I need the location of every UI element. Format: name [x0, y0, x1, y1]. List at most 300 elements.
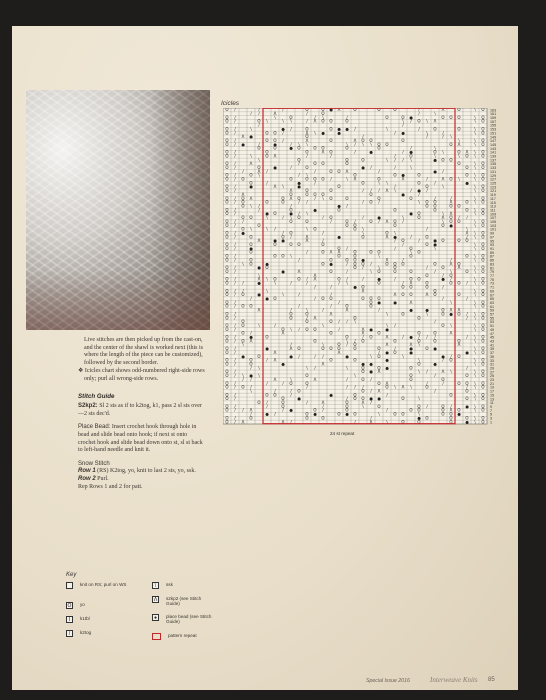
chart-stitch-symbol: O	[353, 357, 357, 363]
chart-stitch-symbol: O	[225, 276, 229, 282]
chart-stitch-symbol: O	[321, 249, 325, 255]
chart-stitch-symbol: ●	[433, 361, 437, 367]
chart-stitch-symbol: O	[401, 114, 405, 120]
chart-stitch-symbol: /	[274, 226, 276, 232]
row-number-label: 59	[490, 308, 495, 313]
chart-stitch-symbol: O	[249, 249, 253, 255]
chart-stitch-symbol: /	[290, 392, 292, 398]
row-number-label: 137	[490, 158, 497, 163]
chart-stitch-symbol: O	[401, 396, 405, 402]
chart-stitch-symbol: /	[434, 334, 436, 340]
chart-stitch-symbol: \	[322, 114, 324, 120]
chart-stitch-symbol: O	[481, 211, 485, 217]
chart-stitch-symbol: ●	[369, 369, 373, 375]
chart-stitch-symbol: O	[481, 396, 485, 402]
chart-stitch-symbol: /	[354, 126, 356, 132]
chart-stitch-symbol: /	[466, 311, 468, 317]
chart-stitch-symbol: O	[465, 172, 469, 178]
chart-stitch-symbol: O	[481, 141, 485, 147]
row-number-label: 9	[490, 405, 493, 410]
chart-stitch-symbol: \	[314, 130, 316, 136]
chart-stitch-symbol: O	[481, 207, 485, 213]
chart-stitch-symbol: /	[234, 126, 236, 132]
chart-stitch-symbol: \	[362, 403, 364, 409]
chart-stitch-symbol: O	[241, 303, 245, 309]
chart-stitch-symbol: /	[234, 373, 236, 379]
chart-stitch-symbol: ●	[441, 353, 445, 359]
chart-stitch-symbol: /	[442, 168, 444, 174]
chart-stitch-symbol: O	[297, 157, 301, 163]
chart-stitch-symbol: O	[465, 380, 469, 386]
chart-stitch-symbol: \	[258, 272, 260, 278]
chart-stitch-symbol: /	[466, 295, 468, 301]
chart-stitch-symbol: /	[290, 307, 292, 313]
chart-stitch-symbol: \	[290, 253, 292, 259]
chart-stitch-symbol: \	[426, 311, 428, 317]
chart-stitch-symbol: \	[474, 222, 476, 228]
chart-stitch-symbol: O	[361, 376, 365, 382]
chart-stitch-symbol: \	[474, 338, 476, 344]
row-number-label: 141	[490, 150, 497, 155]
key-item-knit	[66, 582, 130, 589]
chart-stitch-symbol: /	[234, 288, 236, 294]
chart-stitch-symbol: O	[481, 299, 485, 305]
chart-stitch-symbol: O	[481, 218, 485, 224]
chart-stitch-symbol: \	[386, 311, 388, 317]
chart-stitch-symbol: /	[306, 249, 308, 255]
chart-stitch-symbol: \	[306, 141, 308, 147]
chart-stitch-symbol: O	[297, 388, 301, 394]
chart-stitch-symbol: /	[370, 188, 372, 194]
chart-stitch-symbol: ●	[241, 353, 245, 359]
chart-stitch-symbol: /	[282, 215, 284, 221]
row-2-term: Row 2	[78, 475, 96, 482]
chart-stitch-symbol: O	[385, 261, 389, 267]
chart-stitch-symbol: O	[345, 400, 349, 406]
chart-stitch-symbol: O	[273, 253, 277, 259]
row-number-label: 127	[490, 177, 497, 182]
chart-stitch-symbol: O	[265, 149, 269, 155]
chart-stitch-symbol: \	[474, 349, 476, 355]
row-number-label: 15	[490, 393, 495, 398]
chart-stitch-symbol: ●	[409, 349, 413, 355]
chart-stitch-symbol: \	[474, 188, 476, 194]
chart-stitch-symbol: \	[290, 118, 292, 124]
chart-stitch-symbol: /	[362, 276, 364, 282]
chart-stitch-symbol: O	[281, 199, 285, 205]
chart-stitch-symbol: \	[410, 384, 412, 390]
chart-stitch-symbol: \	[474, 288, 476, 294]
chart-stitch-symbol: /	[306, 315, 308, 321]
chart-stitch-symbol: ●	[433, 242, 437, 248]
chart-stitch-symbol: O	[313, 226, 317, 232]
row-number-label: 133	[490, 166, 497, 171]
chart-stitch-symbol: /	[346, 342, 348, 348]
chart-stitch-symbol: ●	[297, 180, 301, 186]
chart-stitch-symbol: ●	[281, 269, 285, 275]
chart-stitch-symbol: O	[225, 242, 229, 248]
magazine-page	[12, 26, 518, 690]
chart-stitch-symbol: O	[369, 199, 373, 205]
stitch-guide-title: Stitch Guide	[78, 392, 115, 400]
chart-stitch-symbol: /	[394, 130, 396, 136]
row-number-label: 53	[490, 320, 495, 325]
chart-stitch-symbol: O	[305, 326, 309, 332]
chart-stitch-symbol: \	[474, 265, 476, 271]
chart-stitch-symbol: O	[353, 342, 357, 348]
chart-stitch-symbol: ●	[257, 265, 261, 271]
chart-stitch-symbol: O	[329, 168, 333, 174]
chart-stitch-symbol: Λ	[329, 249, 333, 255]
chart-stitch-symbol: O	[433, 338, 437, 344]
chart-stitch-symbol: O	[225, 396, 229, 402]
chart-stitch-symbol: \	[290, 376, 292, 382]
footer-magazine: Interweave Knits	[430, 676, 478, 684]
row-number-label: 107	[490, 216, 497, 221]
chart-stitch-symbol: \	[474, 242, 476, 248]
row-number-label: 3	[490, 416, 493, 421]
chart-stitch-symbol: /	[234, 326, 236, 332]
row-number-label: 33	[490, 358, 495, 363]
chart-stitch-symbol: /	[402, 334, 404, 340]
chart-stitch-symbol: /	[242, 168, 244, 174]
chart-stitch-symbol: O	[249, 415, 253, 421]
row-number-label: 63	[490, 300, 495, 305]
chart-stitch-symbol: O	[369, 191, 373, 197]
chart-stitch-symbol: O	[449, 176, 453, 182]
chart-stitch-symbol: O	[297, 242, 301, 248]
chart-stitch-symbol: O	[369, 295, 373, 301]
chart-stitch-symbol: /	[402, 242, 404, 248]
chart-stitch-symbol: /	[234, 292, 236, 298]
chart-title: Icicles	[221, 100, 240, 107]
chart-stitch-symbol: Λ	[241, 419, 245, 425]
chart-stitch-symbol: O	[481, 130, 485, 136]
chart-stitch-symbol: Λ	[321, 400, 325, 406]
chart-stitch-symbol: /	[290, 141, 292, 147]
chart-stitch-symbol: O	[289, 114, 293, 120]
chart-stitch-symbol: O	[481, 230, 485, 236]
chart-stitch-symbol: O	[361, 180, 365, 186]
knit-symbol	[66, 582, 73, 589]
chart-stitch-symbol: ●	[241, 141, 245, 147]
chart-stitch-symbol: ●	[409, 334, 413, 340]
chart-stitch-symbol: /	[418, 238, 420, 244]
chart-stitch-symbol: \	[322, 342, 324, 348]
key-item-bead	[152, 614, 216, 625]
chart-stitch-symbol: ●	[345, 353, 349, 359]
chart-stitch-symbol: O	[377, 145, 381, 151]
chart-stitch-symbol: O	[305, 415, 309, 421]
chart-stitch-symbol: ●	[265, 346, 269, 352]
chart-stitch-symbol: /	[266, 400, 268, 406]
chart-stitch-symbol: /	[466, 315, 468, 321]
row-number-label: 119	[490, 193, 496, 198]
chart-stitch-symbol: O	[377, 403, 381, 409]
chart-stitch-symbol: /	[234, 419, 236, 425]
chart-stitch-symbol: ●	[465, 403, 469, 409]
chart-stitch-symbol: ●	[417, 415, 421, 421]
chart-stitch-symbol: O	[305, 126, 309, 132]
row-number-label: 121	[490, 189, 497, 194]
chart-stitch-symbol: /	[442, 134, 444, 140]
chart-stitch-symbol: /	[434, 388, 436, 394]
row-number-label: 105	[490, 220, 497, 225]
row-number-label: 7	[490, 408, 493, 413]
chart-stitch-symbol: \	[474, 384, 476, 390]
chart-stitch-symbol: O	[449, 357, 453, 363]
chart-stitch-symbol: ●	[433, 157, 437, 163]
chart-stitch-symbol: O	[241, 195, 245, 201]
chart-stitch-symbol: O	[345, 334, 349, 340]
chart-stitch-symbol: Λ	[425, 292, 429, 298]
chart-stitch-symbol: ●	[329, 392, 333, 398]
chart-stitch-symbol: ●	[329, 261, 333, 267]
chart-stitch-symbol: O	[337, 276, 341, 282]
chart-stitch-symbol: Λ	[449, 330, 453, 336]
chart-stitch-symbol: O	[409, 376, 413, 382]
chart-stitch-symbol: O	[321, 191, 325, 197]
chart-stitch-symbol: /	[298, 161, 300, 167]
chart-stitch-symbol: \	[362, 141, 364, 147]
chart-stitch-symbol: /	[234, 257, 236, 263]
chart-stitch-symbol: /	[362, 334, 364, 340]
intro-paragraph: Live stitches are then picked up from the cast-on, and the center of the shawl is worked next (this is where the length of the piece can be customized), followed by the second border.	[84, 337, 203, 366]
chart-stitch-symbol: O	[369, 334, 373, 340]
chart-stitch-symbol: /	[370, 400, 372, 406]
chart-stitch-symbol: /	[346, 376, 348, 382]
chart-stitch-symbol: Λ	[273, 349, 277, 355]
chart-stitch-symbol: \	[474, 149, 476, 155]
chart-stitch-symbol: O	[449, 218, 453, 224]
chart-stitch-symbol: O	[361, 261, 365, 267]
chart-stitch-symbol: O	[337, 346, 341, 352]
chart-stitch-symbol: O	[249, 361, 253, 367]
chart-stitch-symbol: ●	[257, 292, 261, 298]
chart-stitch-symbol: ●	[385, 349, 389, 355]
chart-stitch-symbol: /	[234, 176, 236, 182]
chart-stitch-symbol: O	[481, 118, 485, 124]
chart-stitch-symbol: O	[225, 269, 229, 275]
chart-stitch-symbol: O	[425, 272, 429, 278]
chart-stitch-symbol: Λ	[457, 307, 461, 313]
chart-stitch-symbol: O	[417, 215, 421, 221]
chart-stitch-symbol: Λ	[401, 384, 405, 390]
chart-stitch-symbol: /	[394, 238, 396, 244]
chart-stitch-symbol: /	[322, 403, 324, 409]
chart-stitch-symbol: O	[457, 338, 461, 344]
chart-stitch-symbol: \	[474, 230, 476, 236]
chart-stitch-symbol: /	[354, 149, 356, 155]
chart-stitch-symbol: ●	[289, 145, 293, 151]
chart-stitch-symbol: /	[234, 315, 236, 321]
chart-stitch-symbol: ●	[289, 211, 293, 217]
chart-stitch-symbol: /	[314, 180, 316, 186]
chart-stitch-symbol: Λ	[449, 211, 453, 217]
chart-stitch-symbol: /	[370, 376, 372, 382]
row-number-label: 151	[490, 131, 497, 136]
chart-stitch-symbol: Λ	[361, 330, 365, 336]
row-number-label: 155	[490, 123, 497, 128]
row-number-label: 129	[490, 173, 497, 178]
chart-stitch-symbol: /	[258, 122, 260, 128]
chart-stitch-symbol: O	[361, 338, 365, 344]
row-number-label: 99	[490, 231, 495, 236]
chart-stitch-symbol: ●	[385, 365, 389, 371]
chart-stitch-symbol: \	[474, 172, 476, 178]
chart-stitch-symbol: Λ	[353, 176, 357, 182]
chart-stitch-symbol: Λ	[273, 111, 277, 117]
chart-stitch-symbol: ●	[433, 346, 437, 352]
chart-stitch-symbol: O	[417, 419, 421, 425]
chart-stitch-symbol: O	[329, 346, 333, 352]
chart-stitch-symbol: /	[362, 134, 364, 140]
chart-stitch-symbol: O	[481, 253, 485, 259]
chart-stitch-symbol: O	[449, 392, 453, 398]
chart-stitch-symbol: /	[234, 222, 236, 228]
chart-stitch-symbol: O	[305, 164, 309, 170]
chart-stitch-symbol: O	[457, 280, 461, 286]
chart-stitch-symbol: \	[346, 338, 348, 344]
chart-stitch-symbol: /	[234, 338, 236, 344]
chart-stitch-symbol: Λ	[273, 153, 277, 159]
chart-stitch-symbol: O	[353, 222, 357, 228]
chart-stitch-symbol: /	[298, 257, 300, 263]
chart-stitch-symbol: \	[410, 249, 412, 255]
chart-stitch-symbol: O	[329, 195, 333, 201]
chart-stitch-symbol: O	[273, 392, 277, 398]
chart-stitch-symbol: /	[234, 218, 236, 224]
chart-stitch-symbol: \	[474, 141, 476, 147]
chart-stitch-symbol: /	[314, 114, 316, 120]
chart-stitch-symbol: \	[386, 322, 388, 328]
chart-stitch-symbol: Λ	[385, 342, 389, 348]
chart-stitch-symbol: O	[353, 396, 357, 402]
chart-stitch-symbol: /	[450, 353, 452, 359]
chart-stitch-symbol: O	[273, 130, 277, 136]
chart-stitch-symbol: ●	[329, 108, 333, 113]
chart-stitch-symbol: /	[450, 195, 452, 201]
chart-stitch-symbol: O	[225, 265, 229, 271]
chart-stitch-symbol: O	[417, 330, 421, 336]
chart-stitch-symbol: \	[258, 172, 260, 178]
chart-stitch-symbol: O	[401, 261, 405, 267]
chart-stitch-symbol: /	[322, 353, 324, 359]
chart-stitch-symbol: O	[225, 130, 229, 136]
chart-stitch-symbol: O	[265, 334, 269, 340]
chart-stitch-symbol: O	[313, 407, 317, 413]
chart-stitch-symbol: O	[305, 373, 309, 379]
chart-stitch-symbol: /	[234, 114, 236, 120]
key-label: pattern repeat	[168, 633, 197, 638]
chart-stitch-symbol: O	[353, 265, 357, 271]
chart-stitch-symbol: /	[234, 253, 236, 259]
chart-stitch-symbol: O	[425, 184, 429, 190]
chart-stitch-symbol: Λ	[241, 134, 245, 140]
chart-stitch-symbol: \	[474, 126, 476, 132]
chart-stitch-symbol: ●	[281, 126, 285, 132]
chart-stitch-symbol: O	[281, 396, 285, 402]
chart-stitch-symbol: O	[409, 284, 413, 290]
chart-stitch-symbol: /	[362, 265, 364, 271]
chart-stitch-symbol: \	[282, 184, 284, 190]
chart-stitch-symbol: Λ	[241, 191, 245, 197]
chart-stitch-symbol: \	[418, 199, 420, 205]
chart-stitch-symbol: O	[417, 172, 421, 178]
chart-stitch-symbol: \	[434, 111, 436, 117]
chart-stitch-symbol: /	[234, 396, 236, 402]
chart-stitch-symbol: /	[354, 141, 356, 147]
chart-stitch-symbol: /	[234, 207, 236, 213]
chart-stitch-symbol: ●	[265, 211, 269, 217]
chart-stitch-symbol: \	[242, 342, 244, 348]
chart-stitch-symbol: ●	[313, 207, 317, 213]
chart-stitch-symbol: /	[370, 415, 372, 421]
chart-stitch-symbol: O	[401, 311, 405, 317]
s2kp2-symbol: Λ	[153, 597, 158, 603]
chart-stitch-symbol: Λ	[273, 376, 277, 382]
chart-stitch-symbol: /	[418, 111, 420, 117]
chart-stitch-symbol: O	[273, 295, 277, 301]
chart-stitch-symbol: ●	[297, 396, 301, 402]
chart-stitch-symbol: O	[481, 384, 485, 390]
chart-stitch-symbol: O	[225, 326, 229, 332]
key-label: s2kp2 (see Stitch Guide)	[166, 596, 202, 607]
chart-stitch-symbol: /	[402, 122, 404, 128]
chart-stitch-symbol: \	[370, 269, 372, 275]
chart-stitch-symbol: /	[346, 276, 348, 282]
chart-stitch-symbol: O	[465, 373, 469, 379]
chart-stitch-symbol: \	[474, 234, 476, 240]
chart-stitch-symbol: ●	[337, 130, 341, 136]
chart-stitch-symbol: O	[225, 380, 229, 386]
chart-stitch-symbol: Λ	[465, 149, 469, 155]
chart-stitch-symbol: O	[409, 269, 413, 275]
chart-stitch-symbol: ●	[249, 334, 253, 340]
chart-stitch-symbol: ●	[385, 326, 389, 332]
key-label: k1tbl	[80, 616, 90, 621]
chart-stitch-symbol: O	[337, 245, 341, 251]
s2kp2-text: Sl 2 sts as if to k2tog, k1, pass 2 sl sts over—2 sts dec'd.	[78, 403, 202, 417]
chart-stitch-symbol: \	[474, 184, 476, 190]
chart-stitch-symbol: /	[298, 172, 300, 178]
chart-stitch-symbol: \	[442, 149, 444, 155]
chart-stitch-symbol: \	[426, 118, 428, 124]
chart-stitch-symbol: /	[442, 380, 444, 386]
chart-stitch-symbol: O	[393, 269, 397, 275]
row-number-label: 29	[490, 366, 495, 371]
row-number-label: 103	[490, 223, 497, 228]
row-number-label: 115	[490, 200, 496, 205]
place-bead-text: Insert crochet hook through hole in bead and slide bead onto hook; if next st onto crochet hook and slide bead down onto st, sl st back to left-hand needle and knit it.	[78, 424, 203, 454]
chart-stitch-symbol: O	[257, 400, 261, 406]
chart-stitch-symbol: O	[329, 118, 333, 124]
chart-stitch-symbol: /	[274, 322, 276, 328]
chart-stitch-symbol: O	[249, 215, 253, 221]
chart-stitch-symbol: O	[241, 384, 245, 390]
chart-stitch-symbol: /	[234, 380, 236, 386]
chart-stitch-symbol: Λ	[377, 388, 381, 394]
chart-stitch-symbol: O	[353, 172, 357, 178]
chart-stitch-symbol: O	[289, 176, 293, 182]
chart-stitch-symbol: /	[234, 369, 236, 375]
chart-stitch-symbol: O	[481, 161, 485, 167]
chart-stitch-symbol: /	[298, 211, 300, 217]
chart-stitch-symbol: /	[258, 111, 260, 117]
chart-stitch-symbol: O	[457, 149, 461, 155]
row-number-label: 109	[490, 212, 497, 217]
row-number-label: 159	[490, 115, 497, 120]
